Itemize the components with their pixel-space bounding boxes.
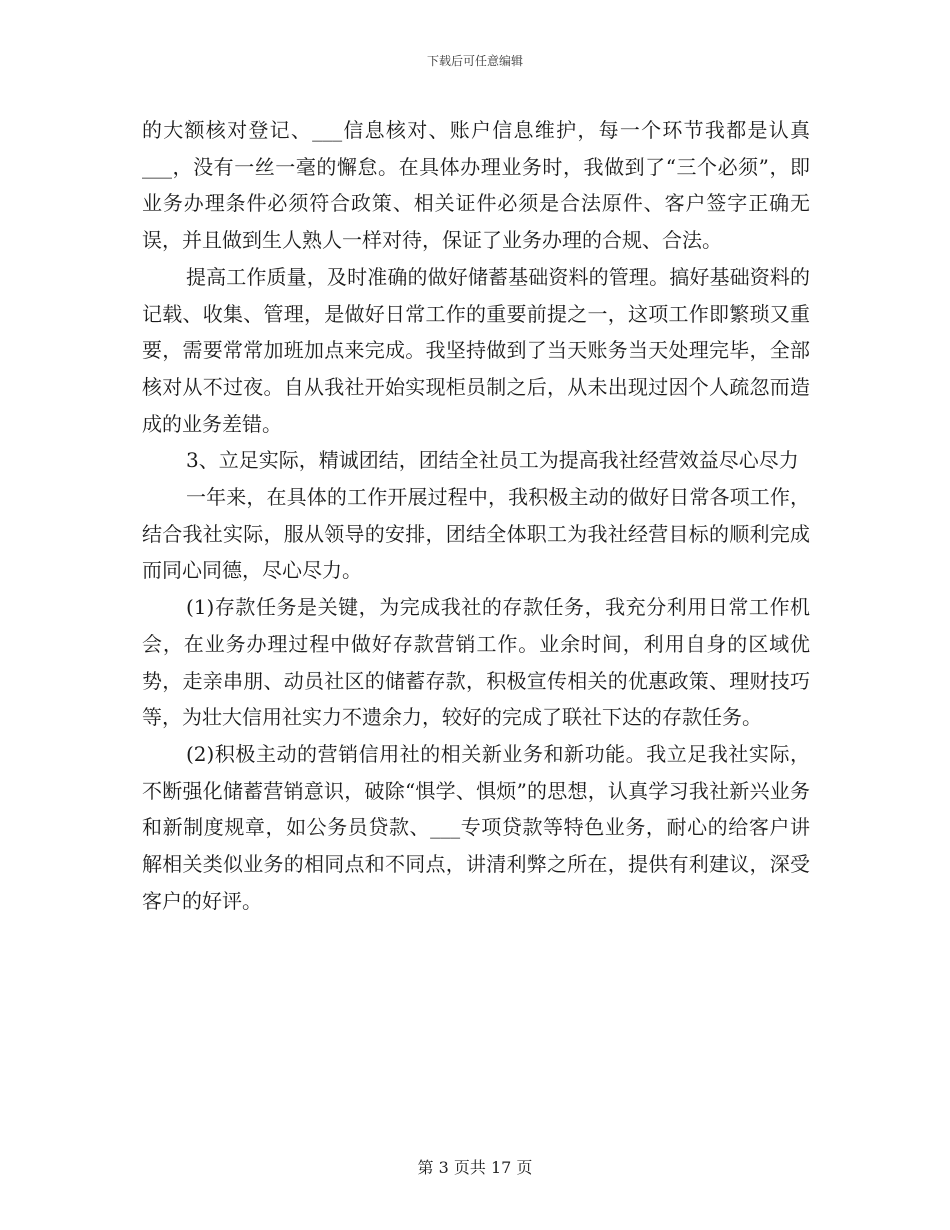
paragraph-continuation: 的大额核对登记、___信息核对、账户信息维护，每一个环节我都是认真___，没有一丝一毫的懈怠。在具体办理业务时，我做到了“三个必须”，即业务办理条件必须符合政策、相关证件必须是合法原件、客户签字正确无误，并且做到生人熟人一样对待，保证了业务办理的合规、合法。 <box>142 118 810 253</box>
section-heading-teamwork: 3、立足实际，精诚团结，团结全社员工为提高我社经营效益尽心尽力 <box>186 448 799 473</box>
paragraph-deposit-task: (1)存款任务是关键，为完成我社的存款任务，我充分利用日常工作机会，在业务办理过程中做好存款营销工作。业余时间，利用自身的区域优势，走亲串朋、动员社区的储蓄存款，积极宣传相关的优惠政策、理财技巧等，为壮大信用社实力不遗余力，较好的完成了联社下达的存款任务。 <box>142 595 810 730</box>
page-header: 下载后可任意编辑 <box>426 54 523 68</box>
page-number: 第 3 页共 17 页 <box>417 1158 533 1177</box>
document-body <box>142 112 810 919</box>
paragraph-new-business: (2)积极主动的营销信用社的相关新业务和新功能。我立足我社实际，不断强化储蓄营销意识，破除“惧学、惧烦”的思想，认真学习我社新兴业务和新制度规章，如公务员贷款、___专项贷款等特色业务，耐心的给客户讲解相关类似业务的相同点和不同点，讲清利弊之所在，提供有利建议，深受客户的好评。 <box>142 741 810 913</box>
paragraph-data-management: 提高工作质量，及时准确的做好储蓄基础资料的管理。搞好基础资料的记载、收集、管理，是做好日常工作的重要前提之一，这项工作即繁琐又重要，需要常常加班加点来完成。我坚持做到了当天账务当天处理完毕，全部核对从不过夜。自从我社开始实现柜员制之后，从未出现过因个人疏忽而造成的业务差错。 <box>142 264 810 436</box>
paragraph-year-overview: 一年来，在具体的工作开展过程中，我积极主动的做好日常各项工作，结合我社实际，服从领导的安排，团结全体职工为我社经营目标的顺利完成而同心同德，尽心尽力。 <box>142 485 810 583</box>
